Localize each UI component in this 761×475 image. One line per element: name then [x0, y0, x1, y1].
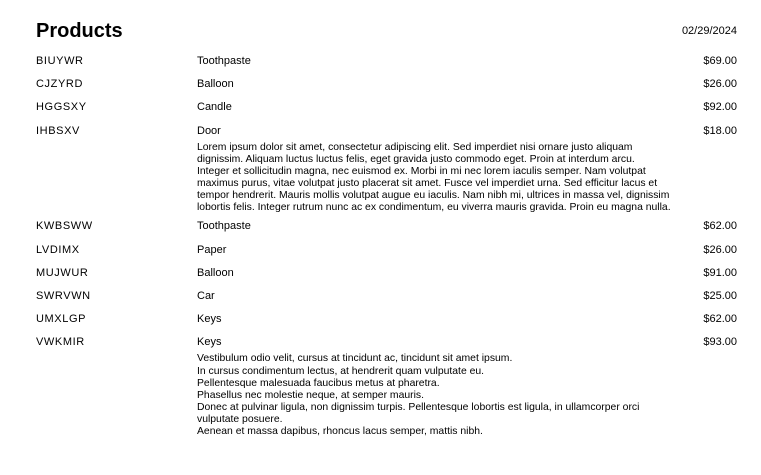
product-price: $91.00 — [703, 266, 737, 279]
product-row — [0, 53, 761, 76]
description-line: Integer et sollicitudin magna, nec euismod ex. Morbi in mi nec lorem iaculis semper. Nam volutpat — [197, 165, 646, 177]
product-code: MUJWUR — [36, 266, 89, 279]
description-line: Donec at pulvinar ligula, non dignissim turpis. Pellentesque lobortis est ligula, in ullamcorper orci — [197, 401, 640, 413]
description-line: Vestibulum odio velit, cursus at tincidunt ac, tincidunt sit amet ipsum. — [197, 353, 513, 365]
product-name: Car — [197, 289, 215, 302]
product-price: $69.00 — [703, 55, 737, 67]
product-code: HGGSXY — [36, 101, 87, 114]
product-code: LVDIMX — [36, 243, 80, 256]
product-price: $26.00 — [703, 243, 737, 256]
product-code: UMXLGP — [36, 313, 87, 326]
product-name: Candle — [197, 101, 232, 114]
product-name: Keys — [197, 313, 222, 326]
product-name: Balloon — [197, 266, 234, 279]
description-line: In cursus condimentum lectus, at hendrerit quam vulputate eu. — [197, 365, 485, 377]
description-line: dignissim. Aliquam luctus luctus felis, eget gravida justo commodo eget. Proin at interdum arcu. — [197, 153, 635, 165]
description-line: Lorem ipsum dolor sit amet, consectetur adipiscing elit. Sed imperdiet nisi ornare justo aliquam — [197, 141, 633, 153]
product-row — [0, 242, 761, 265]
report-date: 02/29/2024 — [681, 25, 737, 37]
product-code: BIUYWR — [36, 55, 84, 67]
product-name: Balloon — [197, 78, 234, 91]
description-line: tempor hendrerit. Mauris mollis volutpat augue eu iaculis. Nam nibh mi, ultrices in massa vel, dignissim — [197, 190, 670, 202]
product-code: CJZYRD — [36, 78, 83, 91]
product-price: $18.00 — [703, 124, 737, 137]
description-line: Aenean et massa dapibus, rhoncus lacus semper, mattis nibh. — [197, 426, 483, 437]
product-code: KWBSWW — [36, 220, 93, 233]
product-list — [0, 53, 761, 442]
product-name: Keys — [197, 336, 222, 349]
product-row — [0, 99, 761, 122]
product-name: Door — [197, 124, 221, 137]
product-row — [0, 311, 761, 334]
product-price: $26.00 — [703, 78, 737, 91]
product-row — [0, 76, 761, 99]
product-name: Toothpaste — [197, 55, 251, 67]
product-row — [0, 265, 761, 288]
product-price: $62.00 — [703, 220, 737, 233]
product-price: $25.00 — [703, 289, 737, 302]
product-description — [197, 142, 697, 215]
product-code: VWKMIR — [36, 336, 85, 349]
product-name: Toothpaste — [197, 220, 251, 233]
product-price: $62.00 — [703, 313, 737, 326]
product-price: $92.00 — [703, 101, 737, 114]
description-line: Pellentesque malesuada faucibus metus at pharetra. — [197, 377, 440, 389]
product-row — [0, 288, 761, 311]
product-code: SWRVWN — [36, 289, 91, 302]
product-description — [197, 353, 697, 438]
page-title: Products — [36, 20, 123, 42]
description-line: maximus purus, vitae volutpat justo placerat sit amet. Fusce vel imperdiet urna. Sed efficitur lacus et — [197, 178, 658, 190]
product-code: IHBSXV — [36, 124, 80, 137]
product-row — [0, 218, 761, 241]
description-line: Phasellus nec molestie neque, at semper mauris. — [197, 389, 424, 401]
product-price: $93.00 — [703, 336, 737, 349]
product-name: Paper — [197, 243, 227, 256]
description-line: vulputate posuere. — [197, 413, 283, 425]
description-line: lobortis felis. Integer rutrum nunc ac ex condimentum, eu viverra mauris gravida. Proin eu magna nulla. — [197, 202, 671, 214]
